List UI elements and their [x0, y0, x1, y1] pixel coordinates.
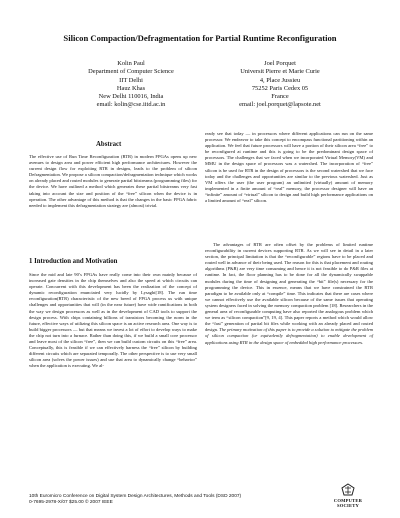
author-email: email: kolin@cse.iitd.ac.in: [96, 101, 166, 109]
author-address-line: 75252 Paris Cedex 05: [251, 84, 309, 92]
logo-line-computer: COMPUTER: [333, 498, 363, 503]
author-block-2: [205, 60, 355, 110]
paper-title: Silicon Compaction/Defragmentation for Partial Runtime Reconfiguration: [63, 33, 337, 43]
author-dept: Universit Pierre et Marie Curie: [240, 68, 320, 76]
author-institution: 4, Place Jussieu: [259, 76, 301, 84]
motivation-italic-text: The primary motivation of this paper is to provide a solution to mitigate the problem of silicon compaction (or equivalently defragmentation) to enable development of applications using RTR in the design space of embedded high performance processors.: [205, 327, 374, 345]
abstract-paragraph: The effective use of Run Time Reconfiguration (RTR) in modern FPGAs opens up new avenues to design area and power efficient high performance architectures. However the current design flow for exploiting RTR in designs, leads to the problem of silicon Defragmentation. We propose a silicon compaction/defragmentation technique which works on already placed and routed modules to generate partial bitstreams (programming files) for the device. We have outlined a method which generates these partial bitstreams very fast taking into account the size and position of the “free” silicon when the device is in operation. The other advantage of this method is that the changes in the basic FPGA fabric needed to implement this defragmentation strategy are (almost) trivial.: [29, 154, 197, 208]
right-column-top: [205, 131, 373, 204]
conference-footer: 10th Euromicro Conference on Digital System Design Architectures, Methods and Tools (DSD 2007): [29, 494, 242, 499]
author-dept: Department of Computer Science: [88, 68, 174, 76]
author-email: email: joel.porquet@lapsote.net: [239, 101, 321, 109]
logo-line-society: SOCIETY: [336, 503, 360, 508]
right-paragraph-2-text: The advantages of RTR are often offset by the problems of limited runtime reconfigurability in current devices supporting RTR. As we will see in detail in a later section, the principal limitation is that the “reconfigurable” regions have to be placed and routed well in advance of their being used. The reason for this is that placement and routing algorithms (P&R) are very time consuming and hence it is not feasible to do P&R files at runtime. In fact, the floor planning has to be done for all the dynamically swappable modules during the time of designing and generating the “bit” file(s) necessary for the programming the device. This in essence, means that we have constrained the RTR paradigm to be available only at “compile” time. This indicates that there are cases where we cannot effectively use the available silicon because of the same issues that operating system designers faced in solving the memory compaction problem [18]. Researchers in the general area of reconfigurable computing have also reported the analogous problem which we term as “silicon compaction”[9, 19, 4]. This paper reports a method which would allow the “fast” generation of partial bit files while working with an already placed and routed design.: [205, 242, 373, 333]
author-address-line: France: [271, 93, 289, 101]
abstract-text: [29, 154, 197, 209]
right-column-middle: [205, 242, 373, 346]
author-institution: IIT Delhi: [119, 76, 143, 84]
author-address-line: New Delhi 110016, India: [98, 93, 164, 101]
abstract-heading: Abstract: [96, 141, 122, 148]
author-name: Kolin Paul: [117, 60, 145, 67]
isbn-footer: 0-7695-2978-X/07 $25.00 © 2007 IEEE: [29, 500, 113, 505]
author-address-line: Hauz Khas: [116, 84, 146, 92]
author-name: Joel Porquet: [264, 60, 296, 67]
right-paragraph-1: ready see that today — in processors where different applications can run on the same processor. We endeavor to take this concept to encompass functional partitioning within an application. We feel that future processors will have a portion of their silicon area “free” to be reconfigured at runtime and this is going to be the predominant design space of processors. The challenges that we faced when we incorporated Virtual Memory(VM) and MMU in the design space of processors was a watershed. The incorporation of “free” silicon is be used for RTR in the design of processors is the second watershed that we face today and the challenges and opportunities are similar to the previous watershed. Just as VM offers the user (the user program) an unlimited (virtually) amount of memory implemented in a finite amount of “real” memory, the processor designer will have an “infinite” amount of “virtual” silicon to design and build high performance applications on a limited amount of “real” silicon.: [205, 131, 373, 204]
logo-text: [323, 498, 373, 508]
right-paragraph-2: [205, 242, 373, 346]
footer: [29, 494, 241, 506]
computer-society-logo: [323, 483, 373, 513]
intro-paragraph: Since the mid and late 90’s FPGAs have really come into their own mainly because of increased gate densities in the chip themselves and also the speed at which circuits can operate. Concurrent with this development has been the realization of the concept of dynamic reconfiguration enunciated very lucidly by Lysaght[18]. The run time reconfiguration(RTR) characteristic of the new breed of FPGA process us with unique challenges and opportunities that will (in the near future) have wide ramifications in both the way we design processors as well as in the development of CAD tools to support the design process. With chips containing billions of transistors becoming the norm in the future, effective ways of utilizing this silicon space is an active research area. One way is to build bigger processors — but that means we invest a lot of effort to develop ways to make the chip not turn into a furnace. Rather than doing this, if we build a small core processor and leave most of the silicon “free”, then we can build custom circuits on this “free” area. Conceptually, this is feasible if we can effectively harness the “free” silicon by building different circuits which are separated temporally. The other perspective is to use very small silicon area (solves the power issues) and use that area to dynamically change “behavior” when the application is executing. We al-: [29, 272, 197, 369]
ieee-cs-emblem-icon: [340, 483, 356, 497]
intro-heading: 1 Introduction and Motivation: [29, 258, 118, 265]
author-block-1: [56, 60, 206, 110]
intro-text: [29, 272, 197, 370]
